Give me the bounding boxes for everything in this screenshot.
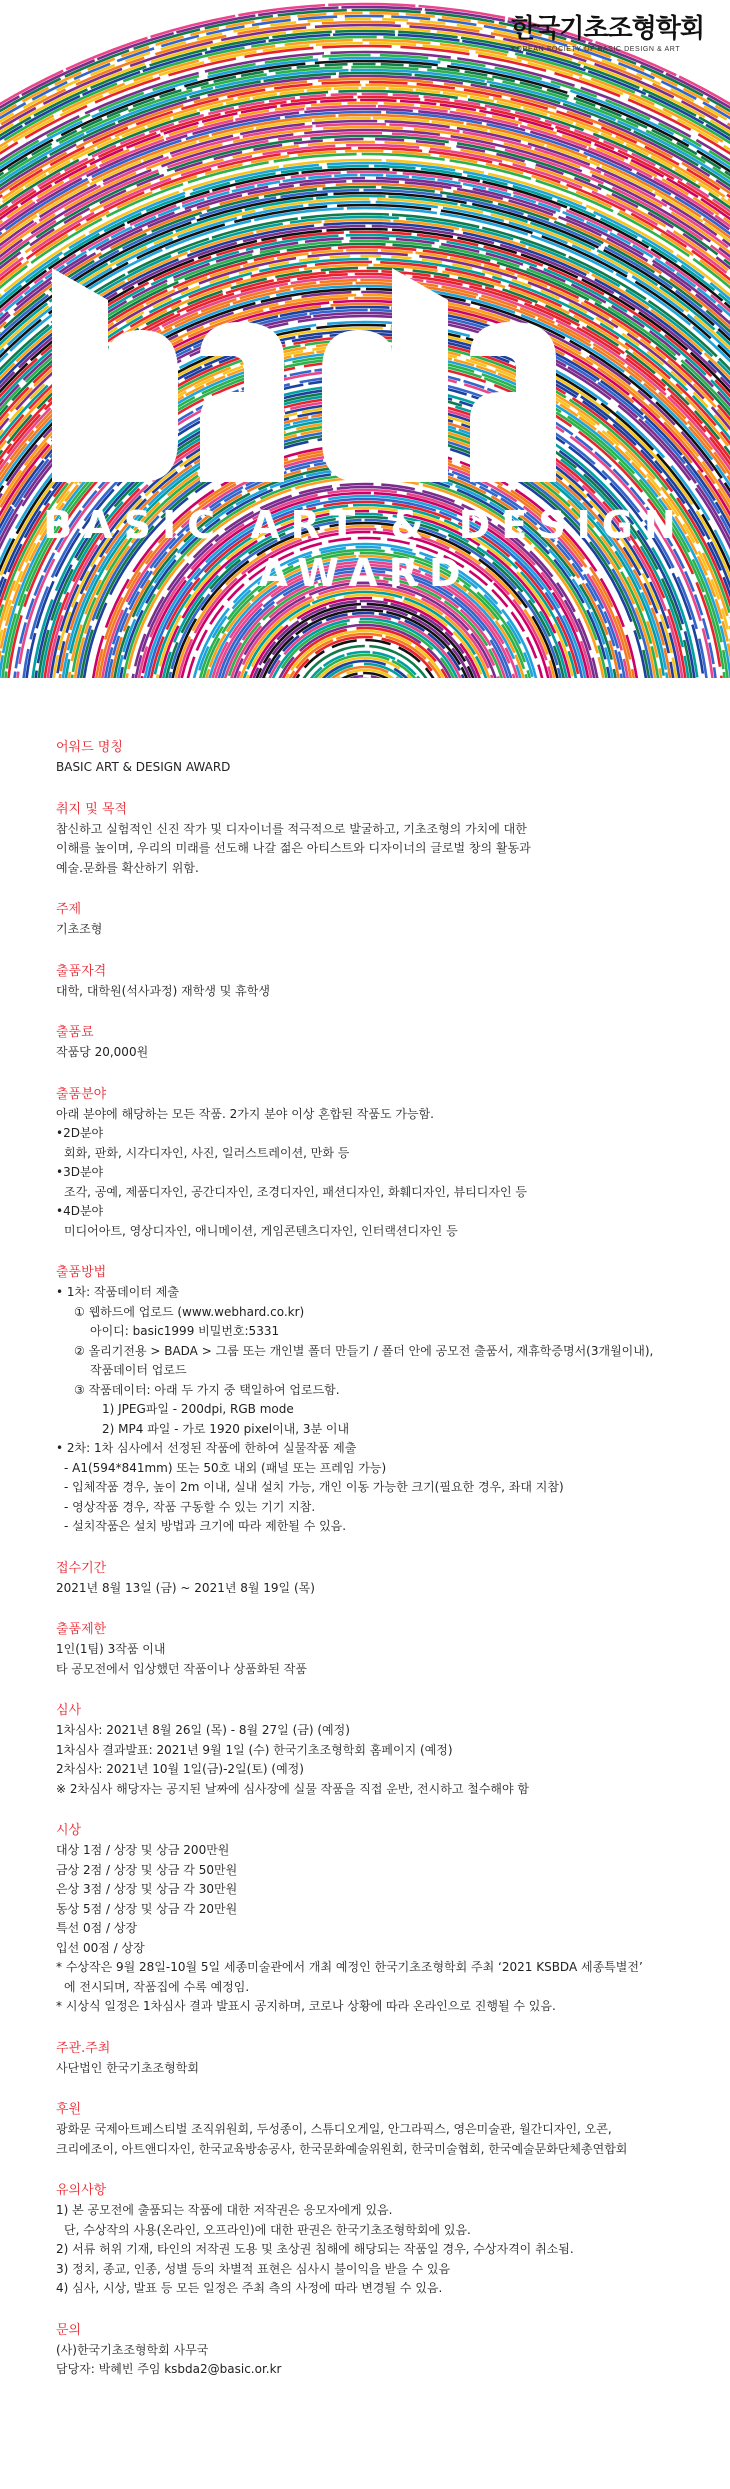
section-title: 주관.주최: [56, 2040, 111, 2056]
section-line: 입선 00점 / 상장: [56, 1940, 145, 1955]
section-title: 주제: [56, 902, 82, 917]
section-title: 문의: [56, 2322, 82, 2338]
section-line: 2차심사: 2021년 10월 1일(금)-2일(토) (예정): [56, 1762, 304, 1776]
section-line: ※ 2차심사 해당자는 공지된 날짜에 심사장에 실물 작품을 직접 운반, 전시하고 철수해야 함: [56, 1781, 530, 1796]
section-awards: [56, 1821, 696, 2017]
section-title: 출품방법: [56, 1265, 107, 1280]
section-line: 1) JPEG파일 - 200dpi, RGB mode: [102, 1402, 294, 1416]
section-line: 3) 정치, 종교, 인종, 성별 등의 차별적 표현은 심사시 불이익을 받을 수 있음: [56, 2261, 451, 2276]
section-line: 2021년 8월 13일 (금) ~ 2021년 8월 19일 (목): [56, 1580, 315, 1595]
section-line: •2D분야: [56, 1126, 104, 1140]
section-sponsors: [56, 2100, 696, 2159]
section-title: 출품분야: [56, 1086, 107, 1102]
section-line: 금상 2점 / 상장 및 상금 각 50만원: [56, 1862, 238, 1877]
section-line: 광화문 국제아트페스티벌 조직위원회, 두성종이, 스튜디오게일, 안그라픽스, 영은미술관, 월간디자인, 오콘,: [56, 2122, 612, 2136]
section-line: 대학, 대학원(석사과정) 재학생 및 휴학생: [56, 983, 270, 998]
section-title: 출품자격: [56, 963, 107, 979]
section-fee: [56, 1023, 696, 1063]
award-title-line: BASIC ART & DESIGN AWARD: [43, 503, 687, 595]
section-line: 1) 본 공모전에 출품되는 작품에 대한 저작권은 응모자에게 있음.: [56, 2203, 393, 2217]
section-line: 1차심사 결과발표: 2021년 9월 1일 (수) 한국기초조형학회 홈페이지 (예정): [56, 1742, 453, 1757]
hero-banner: [0, 0, 730, 678]
section-line: • 1차: 작품데이터 제출: [56, 1285, 179, 1299]
section-theme: [56, 900, 696, 940]
section-line: 아래 분야에 해당하는 모든 작품. 2가지 분야 이상 혼합된 작품도 가능함.: [56, 1106, 434, 1121]
section-line: ③ 작품데이터: 아래 두 가지 중 택일하여 업로드함.: [74, 1382, 340, 1397]
section-line: 작품데이터 업로드: [90, 1363, 187, 1377]
section-line: 작품당 20,000원: [56, 1045, 149, 1059]
section-fields: [56, 1085, 696, 1242]
section-line: * 수상작은 9월 28일-10월 5일 세종미술관에서 개최 예정인 한국기초조형학회 주최 ‘2021 KSBDA 세종특별전’: [56, 1960, 643, 1974]
section-line: 4) 심사, 시상, 발표 등 모든 일정은 주최 측의 사정에 따라 변경될 수 있음.: [56, 2281, 443, 2295]
section-contact: [56, 2321, 696, 2380]
section-award-name: [56, 738, 696, 778]
section-limit: [56, 1620, 696, 1679]
section-line: •4D분야: [56, 1204, 104, 1218]
society-logo: [511, 14, 704, 53]
section-line: 2) 서류 허위 기재, 타인의 저작권 도용 및 초상권 침해에 해당되는 작품일 경우, 수상자격이 취소됨.: [56, 2242, 574, 2256]
section-line: 이해를 높이며, 우리의 미래를 선도해 나갈 젊은 아티스트와 디자이너의 글로벌 창의 활동과: [56, 841, 531, 855]
section-title: 어워드 명칭: [56, 740, 123, 755]
section-title: 취지 및 목적: [56, 801, 128, 817]
section-line: 2) MP4 파일 - 가로 1920 pixel이내, 3분 이내: [102, 1421, 350, 1436]
section-line: 타 공모전에서 입상했던 작품이나 상품화된 작품: [56, 1661, 307, 1676]
section-purpose: [56, 800, 696, 879]
society-name: 한국기초조형학회: [511, 14, 704, 44]
section-line: 조각, 공예, 제품디자인, 공간디자인, 조경디자인, 패션디자인, 화훼디자인, 뷰티디자인 등: [64, 1184, 527, 1199]
letterform-path: [470, 322, 556, 482]
section-title: 유의사항: [56, 2183, 107, 2198]
section-eligibility: [56, 962, 696, 1002]
section-review: [56, 1701, 696, 1799]
section-line: ② 올리기전용 > BADA > 그룹 또는 개인별 폴더 만들기 / 폴더 안에 공모전 출품서, 재휴학증명서(3개월이내),: [74, 1343, 654, 1358]
section-line: 동상 5점 / 상장 및 상금 각 20만원: [56, 1901, 238, 1916]
section-line: 회화, 판화, 시각디자인, 사진, 일러스트레이션, 만화 등: [64, 1145, 350, 1160]
section-line: 예술.문화를 확산하기 위함.: [56, 860, 199, 875]
section-line: 대상 1점 / 상장 및 상금 200만원: [56, 1843, 230, 1857]
section-host: [56, 2039, 696, 2079]
section-title: 시상: [56, 1823, 82, 1838]
letterform-path: [200, 322, 284, 482]
section-notes: [56, 2181, 696, 2299]
section-line: * 시상식 일정은 1차심사 결과 발표시 공지하며, 코로나 상황에 따라 온라인으로 진행될 수 있음.: [56, 1999, 556, 2013]
section-line: • 2차: 1차 심사에서 선정된 작품에 한하여 실물작품 제출: [56, 1441, 357, 1455]
section-title: 출품제한: [56, 1622, 107, 1637]
section-line: 에 전시되며, 작품집에 수록 예정임.: [64, 1979, 250, 1994]
section-period: [56, 1559, 696, 1599]
section-line: - 영상작품 경우, 작품 구동할 수 있는 기기 지참.: [64, 1499, 316, 1514]
section-method: [56, 1263, 696, 1537]
section-line: 아이디: basic1999 비밀번호:5331: [90, 1324, 280, 1338]
letterform-path: [322, 268, 448, 482]
section-line: 사단법인 한국기초조형학회: [56, 2060, 199, 2075]
section-line: 단, 수상작의 사용(온라인, 오프라인)에 대한 판권은 한국기초조형학회에 있음.: [64, 2222, 471, 2237]
section-title: 출품료: [56, 1025, 94, 1040]
society-subtitle: KOREAN SOCIETY OF BASIC DESIGN & ART: [511, 46, 681, 53]
section-line: 참신하고 실험적인 신진 작가 및 디자이너를 적극적으로 발굴하고, 기초조형의 가치에 대한: [56, 821, 527, 836]
section-line: 기초조형: [56, 922, 103, 936]
section-title: 심사: [56, 1703, 82, 1718]
section-line: 은상 3점 / 상장 및 상금 각 30만원: [56, 1882, 238, 1896]
section-line: 1인(1팀) 3작품 이내: [56, 1642, 166, 1656]
section-line: BASIC ART & DESIGN AWARD: [56, 760, 231, 774]
section-line: - A1(594*841mm) 또는 50호 내외 (패널 또는 프레임 가능): [64, 1460, 387, 1475]
section-line: - 입체작품 경우, 높이 2m 이내, 실내 설치 가능, 개인 이동 가능한 크기(필요한 경우, 좌대 지참): [64, 1480, 564, 1494]
section-title: 후원: [56, 2102, 82, 2117]
section-line: •3D분야: [56, 1165, 104, 1179]
section-line: 미디어아트, 영상디자인, 애니메이션, 게임콘텐츠디자인, 인터랙션디자인 등: [64, 1223, 458, 1238]
section-line: (사)한국기초조형학회 사무국: [56, 2342, 209, 2357]
section-line: 1차심사: 2021년 8월 26일 (목) - 8월 27일 (금) (예정): [56, 1723, 350, 1737]
section-line: 크리에조이, 아트앤디자인, 한국교육방송공사, 한국문화예술위원회, 한국미술협회, 한국예술문화단체총연합회: [56, 2141, 628, 2156]
section-line: 담당자: 박혜빈 주임 ksbda2@basic.or.kr: [56, 2362, 282, 2376]
award-details: [56, 738, 696, 2380]
section-title: 접수기간: [56, 1560, 107, 1576]
section-line: - 설치작품은 설치 방법과 크기에 따라 제한될 수 있음.: [64, 1519, 347, 1533]
section-line: ① 웹하드에 업로드 (www.webhard.co.kr): [74, 1304, 305, 1319]
section-line: 특선 0점 / 상장: [56, 1921, 138, 1935]
